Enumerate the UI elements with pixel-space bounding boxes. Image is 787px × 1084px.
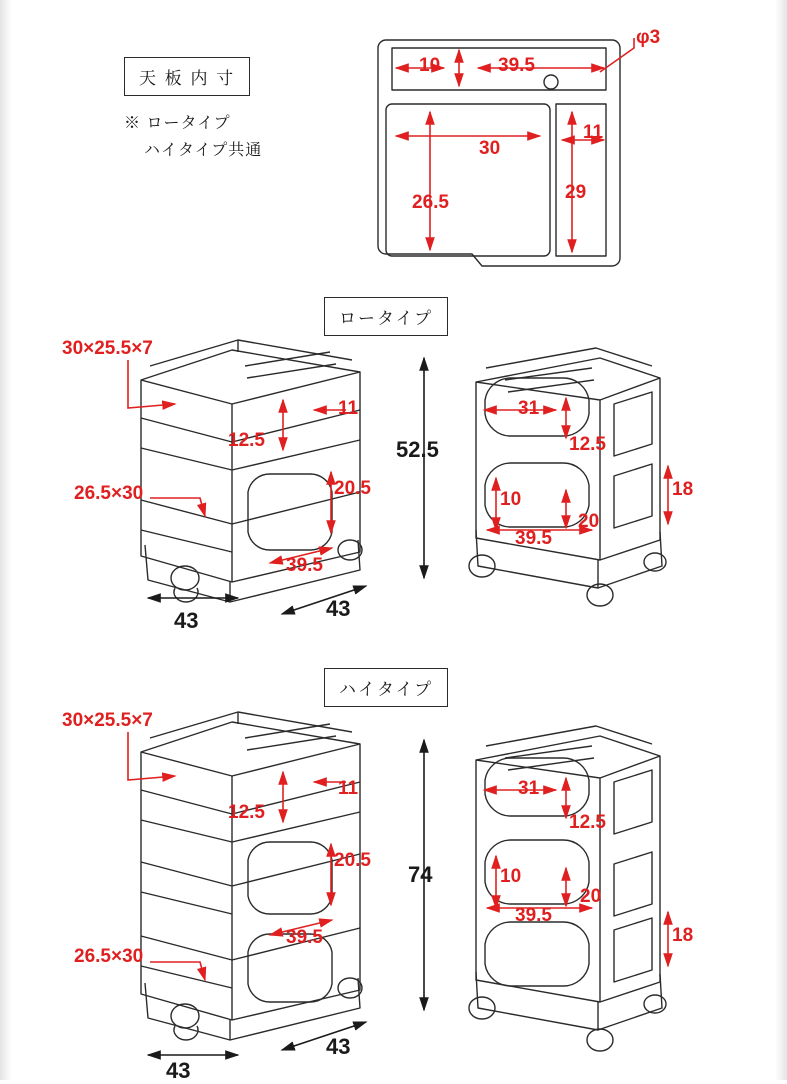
dim-low-base: 26.5×30: [74, 483, 144, 504]
dim-low-r-12-5: 12.5: [569, 434, 606, 455]
dim-top-39-5: 39.5: [498, 55, 535, 76]
dim-high-r-10: 10: [500, 866, 522, 887]
note-line-1: ※ ロータイプ: [124, 115, 231, 132]
dim-top-26-5: 26.5: [412, 192, 449, 213]
dim-high-12-5: 12.5: [228, 802, 265, 823]
dim-low-width-left: 43: [174, 608, 199, 633]
dim-low-r-10: 10: [500, 489, 522, 510]
dim-top-10: 10: [419, 55, 441, 76]
dim-high-tray: 30×25.5×7: [62, 710, 153, 731]
section-label-high-type: ハイタイプ: [324, 668, 448, 707]
dim-top-hole-diameter: φ3: [636, 27, 661, 48]
section-label-low-type: ロータイプ: [324, 297, 448, 336]
low-type-right-cart: [469, 348, 666, 606]
dim-high-r-31: 31: [518, 778, 540, 799]
dim-low-12-5: 12.5: [228, 430, 265, 451]
dim-top-11: 11: [583, 122, 604, 143]
dim-high-r-20: 20: [580, 886, 602, 907]
dim-top-29: 29: [565, 182, 587, 203]
dim-low-r-20: 20: [578, 511, 600, 532]
dim-high-39-5: 39.5: [286, 927, 323, 948]
dim-low-20-5: 20.5: [334, 478, 371, 499]
dim-high-r-12-5: 12.5: [569, 812, 606, 833]
dim-high-height: 74: [408, 862, 433, 887]
dim-low-r-31: 31: [518, 398, 540, 419]
dim-high-11: 11: [338, 778, 359, 799]
dim-low-tray: 30×25.5×7: [62, 338, 153, 359]
note-line-2: ハイタイプ共通: [144, 142, 263, 159]
dim-high-width-left: 43: [166, 1058, 191, 1083]
dim-high-base: 26.5×30: [74, 946, 144, 967]
dim-low-39-5: 39.5: [286, 555, 323, 576]
dim-low-height: 52.5: [396, 437, 439, 462]
low-type-left-cart: [141, 340, 362, 602]
dim-low-11: 11: [338, 398, 359, 419]
dim-high-20-5: 20.5: [334, 850, 371, 871]
high-type-left-cart: [141, 712, 362, 1040]
dim-high-width-right: 43: [326, 1034, 351, 1059]
dim-top-30: 30: [479, 138, 501, 159]
dim-high-r-18: 18: [672, 925, 694, 946]
section-label-top-inner: 天 板 内 寸: [124, 57, 250, 96]
dim-low-r-18: 18: [672, 479, 694, 500]
high-type-right-cart: [469, 726, 666, 1051]
dim-low-r-39-5: 39.5: [515, 528, 552, 549]
dim-high-r-39-5: 39.5: [515, 905, 552, 926]
dim-low-width-right: 43: [326, 596, 351, 621]
